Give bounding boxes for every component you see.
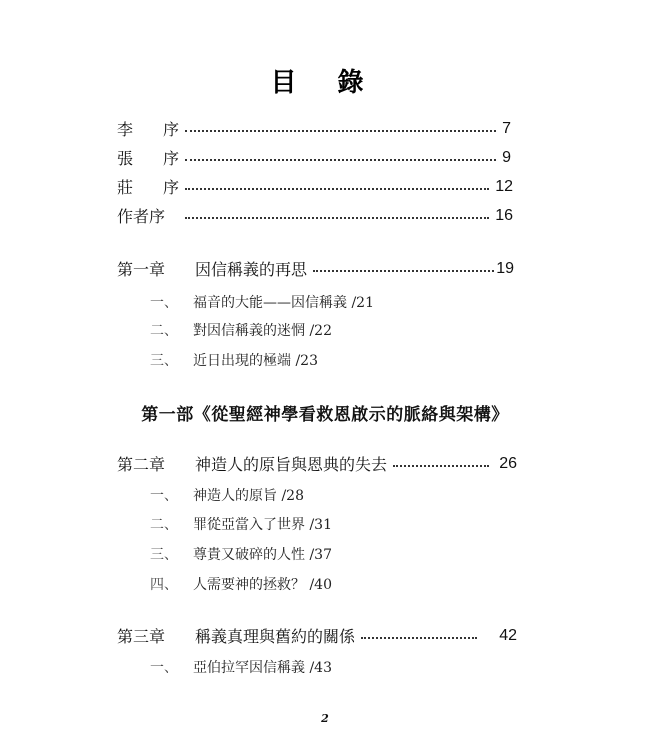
chapter-number: 第二章 bbox=[117, 455, 166, 474]
toc-entry-section[interactable] bbox=[150, 350, 318, 370]
section-index: 一、 bbox=[150, 488, 178, 504]
section-index: 一、 bbox=[150, 660, 178, 676]
entry-label: 李 序 bbox=[117, 120, 179, 139]
entry-label: 張 序 bbox=[117, 149, 179, 168]
section-title: 人需要神的拯救？ /40 bbox=[193, 577, 332, 593]
dot-leader bbox=[185, 130, 496, 132]
entry-page-number: 16 bbox=[495, 206, 513, 224]
section-title: 近日出現的極端 /23 bbox=[193, 353, 318, 369]
dot-leader bbox=[185, 188, 489, 190]
section-index: 三、 bbox=[150, 547, 178, 563]
chapter-number: 第三章 bbox=[117, 627, 166, 646]
section-index: 四、 bbox=[150, 577, 178, 593]
toc-entry-section[interactable] bbox=[150, 292, 374, 312]
toc-entry-chapter-3[interactable] bbox=[117, 624, 517, 647]
toc-entry-section[interactable] bbox=[150, 657, 332, 677]
section-index: 三、 bbox=[150, 353, 178, 369]
entry-page-number: 19 bbox=[496, 259, 514, 277]
section-title: 尊貴又破碎的人性 /37 bbox=[193, 547, 332, 563]
dot-leader bbox=[361, 637, 477, 639]
entry-label: 莊 序 bbox=[117, 178, 179, 197]
page-number-footer: 2 bbox=[321, 712, 329, 725]
toc-entry-section[interactable] bbox=[150, 514, 332, 534]
section-title: 亞伯拉罕因信稱義 /43 bbox=[193, 660, 332, 676]
entry-page-number: 42 bbox=[499, 626, 517, 644]
toc-entry-preface-zhuang[interactable] bbox=[117, 175, 513, 198]
section-index: 二、 bbox=[150, 517, 178, 533]
toc-entry-preface-zhang[interactable] bbox=[117, 146, 511, 169]
chapter-title: 稱義真理與舊約的關係 bbox=[195, 627, 356, 646]
toc-entry-preface-li[interactable] bbox=[117, 117, 511, 140]
chapter-title: 神造人的原旨與恩典的失去 bbox=[195, 455, 388, 474]
toc-entry-section[interactable] bbox=[150, 485, 304, 505]
part-heading: 第一部《從聖經神學看救恩啟示的脈絡與架構》 bbox=[141, 405, 509, 425]
toc-entry-section[interactable] bbox=[150, 320, 332, 340]
dot-leader bbox=[393, 465, 489, 467]
entry-page-number: 7 bbox=[502, 119, 511, 137]
entry-page-number: 12 bbox=[495, 177, 513, 195]
toc-title: 目 錄 bbox=[270, 68, 380, 98]
entry-label: 作者序 bbox=[117, 207, 166, 226]
dot-leader bbox=[185, 217, 489, 219]
toc-entry-section[interactable] bbox=[150, 544, 332, 564]
section-title: 對因信稱義的迷惘 /22 bbox=[193, 323, 332, 339]
chapter-title: 因信稱義的再思 bbox=[195, 260, 308, 279]
section-index: 二、 bbox=[150, 323, 178, 339]
section-title: 福音的大能——因信稱義 /21 bbox=[193, 295, 374, 311]
dot-leader bbox=[313, 270, 494, 272]
section-title: 罪從亞當入了世界 /31 bbox=[193, 517, 332, 533]
toc-entry-chapter-1[interactable] bbox=[117, 257, 514, 280]
chapter-number: 第一章 bbox=[117, 260, 166, 279]
toc-entry-preface-author[interactable] bbox=[117, 204, 513, 227]
dot-leader bbox=[185, 159, 496, 161]
toc-entry-chapter-2[interactable] bbox=[117, 452, 517, 475]
section-index: 一、 bbox=[150, 295, 178, 311]
section-title: 神造人的原旨 /28 bbox=[193, 488, 304, 504]
entry-page-number: 9 bbox=[502, 148, 511, 166]
toc-entry-section[interactable] bbox=[150, 574, 332, 594]
entry-page-number: 26 bbox=[499, 454, 517, 472]
